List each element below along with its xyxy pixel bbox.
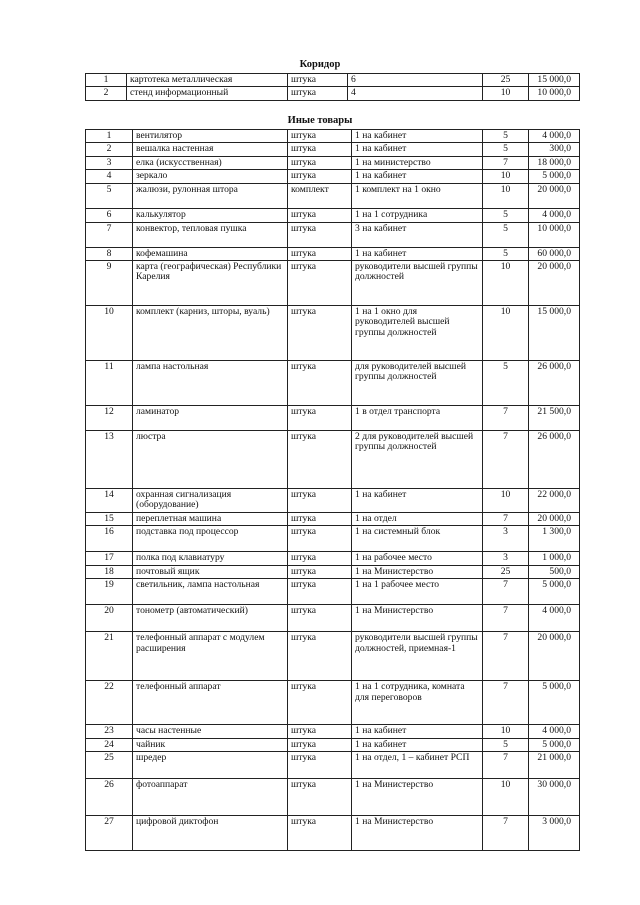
table-row [86,605,580,632]
corridor-table [85,73,580,101]
table-row [86,130,580,143]
item-service-years: 10 [483,306,529,361]
item-number: 11 [86,361,133,406]
item-norm: 1 на Министерство [352,605,483,632]
item-number: 6 [86,208,133,222]
item-name: картотека металлическая [127,74,288,87]
item-price: 18 000,0 [529,156,580,169]
item-service-years: 7 [483,431,529,489]
item-name: шредер [133,752,288,779]
item-norm: 3 на кабинет [352,222,483,247]
item-service-years: 5 [483,361,529,406]
item-number: 17 [86,552,133,565]
item-number: 15 [86,513,133,526]
item-norm: 4 [348,87,483,100]
table-row [86,222,580,247]
item-service-years: 5 [483,143,529,156]
item-service-years: 10 [483,261,529,306]
item-number: 5 [86,183,133,208]
item-number: 18 [86,565,133,578]
item-number: 2 [86,143,133,156]
item-number: 24 [86,738,133,751]
item-norm: 1 на 1 сотрудника [352,208,483,222]
item-norm: 1 на кабинет [352,170,483,183]
item-number: 21 [86,632,133,681]
item-price: 4 000,0 [529,725,580,738]
item-unit: штука [288,526,352,552]
item-norm: 1 на отдел [352,513,483,526]
item-number: 26 [86,779,133,816]
item-number: 10 [86,306,133,361]
item-unit: штука [288,632,352,681]
item-name: комплект (карниз, шторы, вуаль) [133,306,288,361]
item-name: вешалка настенная [133,143,288,156]
item-unit: штука [288,579,352,605]
table-row [86,183,580,208]
item-name: телефонный аппарат с модулем расширения [133,632,288,681]
item-name: охранная сигнализация (оборудование) [133,489,288,513]
item-norm: 2 для руководителей высшей группы должностей [352,431,483,489]
item-norm: 1 на системный блок [352,526,483,552]
table-row [86,779,580,816]
item-number: 16 [86,526,133,552]
item-name: тонометр (автоматический) [133,605,288,632]
table-row [86,565,580,578]
item-name: стенд информационный [127,87,288,100]
item-price: 5 000,0 [529,681,580,725]
section-title-other-goods: Иные товары [287,115,353,126]
section-title-corridor: Коридор [299,59,341,70]
table-row [86,74,580,87]
item-norm: 1 на Министерство [352,779,483,816]
item-service-years: 7 [483,681,529,725]
item-unit: штука [288,170,352,183]
table-row [86,526,580,552]
item-name: елка (искусственная) [133,156,288,169]
item-norm: 1 на кабинет [352,725,483,738]
item-price: 500,0 [529,565,580,578]
item-unit: штука [288,74,348,87]
item-name: кофемашина [133,247,288,260]
item-price: 20 000,0 [529,183,580,208]
item-norm: 1 в отдел транспорта [352,406,483,431]
item-norm: 1 на министерство [352,156,483,169]
item-price: 30 000,0 [529,779,580,816]
item-name: зеркало [133,170,288,183]
item-name: чайник [133,738,288,751]
item-price: 15 000,0 [529,74,580,87]
item-number: 14 [86,489,133,513]
item-name: переплетная машина [133,513,288,526]
table-row [86,579,580,605]
item-unit: штука [288,222,352,247]
item-number: 27 [86,816,133,851]
item-number: 13 [86,431,133,489]
table-row [86,247,580,260]
item-name: ламинатор [133,406,288,431]
item-service-years: 10 [483,87,529,100]
item-number: 12 [86,406,133,431]
item-price: 3 000,0 [529,816,580,851]
item-number: 2 [86,87,127,100]
item-service-years: 10 [483,489,529,513]
item-name: люстра [133,431,288,489]
item-service-years: 7 [483,605,529,632]
item-unit: штука [288,738,352,751]
table-row [86,681,580,725]
item-price: 4 000,0 [529,605,580,632]
table-row [86,170,580,183]
item-unit: штука [288,489,352,513]
item-name: полка под клавиатуру [133,552,288,565]
item-price: 26 000,0 [529,361,580,406]
item-norm: 1 на отдел, 1 – кабинет РСП [352,752,483,779]
table-row [86,361,580,406]
item-name: почтовый ящик [133,565,288,578]
item-name: вентилятор [133,130,288,143]
item-norm: 1 на кабинет [352,143,483,156]
item-service-years: 5 [483,222,529,247]
item-unit: штука [288,779,352,816]
item-price: 22 000,0 [529,489,580,513]
item-unit: штука [288,306,352,361]
item-norm: 1 на рабочее место [352,552,483,565]
item-price: 1 000,0 [529,552,580,565]
item-unit: штука [288,406,352,431]
item-price: 20 000,0 [529,261,580,306]
item-norm: 1 на кабинет [352,130,483,143]
item-unit: штука [288,725,352,738]
table-row [86,816,580,851]
item-unit: штука [288,552,352,565]
item-norm: для руководителей высшей группы должностей [352,361,483,406]
item-service-years: 7 [483,156,529,169]
item-name: светильник, лампа настольная [133,579,288,605]
item-price: 10 000,0 [529,222,580,247]
item-unit: штука [288,605,352,632]
item-name: подставка под процессор [133,526,288,552]
item-price: 5 000,0 [529,579,580,605]
item-number: 7 [86,222,133,247]
item-price: 21 000,0 [529,752,580,779]
table-row [86,261,580,306]
item-unit: штука [288,681,352,725]
item-service-years: 7 [483,579,529,605]
item-service-years: 25 [483,565,529,578]
item-price: 60 000,0 [529,247,580,260]
item-norm: 6 [348,74,483,87]
item-unit: штука [288,513,352,526]
item-norm: руководители высшей группы должностей, приемная-1 [352,632,483,681]
item-service-years: 7 [483,406,529,431]
item-service-years: 7 [483,816,529,851]
item-price: 26 000,0 [529,431,580,489]
item-norm: 1 на кабинет [352,489,483,513]
item-service-years: 5 [483,208,529,222]
item-price: 300,0 [529,143,580,156]
item-name: телефонный аппарат [133,681,288,725]
table-row [86,632,580,681]
item-number: 19 [86,579,133,605]
item-name: калькулятор [133,208,288,222]
item-name: фотоаппарат [133,779,288,816]
item-unit: комплект [288,183,352,208]
item-service-years: 10 [483,183,529,208]
item-number: 25 [86,752,133,779]
item-number: 1 [86,130,133,143]
item-service-years: 5 [483,130,529,143]
item-norm: 1 на 1 окно для руководителей высшей группы должностей [352,306,483,361]
table-row [86,489,580,513]
item-service-years: 5 [483,247,529,260]
item-service-years: 10 [483,725,529,738]
item-service-years: 10 [483,779,529,816]
item-price: 1 300,0 [529,526,580,552]
item-unit: штука [288,87,348,100]
item-price: 10 000,0 [529,87,580,100]
table-row [86,306,580,361]
table-row [86,87,580,100]
item-price: 4 000,0 [529,208,580,222]
item-norm: 1 на Министерство [352,565,483,578]
item-name: лампа настольная [133,361,288,406]
item-norm: 1 на 1 сотрудника, комната для переговоров [352,681,483,725]
item-number: 8 [86,247,133,260]
table-row [86,738,580,751]
item-service-years: 5 [483,738,529,751]
item-unit: штука [288,143,352,156]
item-name: часы настенные [133,725,288,738]
table-row [86,725,580,738]
table-row [86,156,580,169]
item-name: цифровой диктофон [133,816,288,851]
item-number: 3 [86,156,133,169]
item-norm: руководители высшей группы должностей [352,261,483,306]
item-name: жалюзи, рулонная штора [133,183,288,208]
item-unit: штука [288,208,352,222]
item-unit: штука [288,816,352,851]
item-service-years: 3 [483,526,529,552]
item-unit: штука [288,130,352,143]
item-norm: 1 на кабинет [352,738,483,751]
item-unit: штука [288,361,352,406]
item-name: конвектор, тепловая пушка [133,222,288,247]
item-service-years: 25 [483,74,529,87]
item-norm: 1 на 1 рабочее место [352,579,483,605]
item-unit: штука [288,247,352,260]
item-service-years: 7 [483,752,529,779]
item-service-years: 7 [483,632,529,681]
table-row [86,513,580,526]
item-unit: штука [288,565,352,578]
item-price: 15 000,0 [529,306,580,361]
item-number: 22 [86,681,133,725]
item-service-years: 3 [483,552,529,565]
item-unit: штука [288,431,352,489]
item-unit: штука [288,156,352,169]
item-price: 20 000,0 [529,513,580,526]
table-row [86,752,580,779]
item-price: 5 000,0 [529,170,580,183]
table-row [86,208,580,222]
table-row [86,406,580,431]
table-row [86,552,580,565]
item-name: карта (географическая) Республики Карелия [133,261,288,306]
other-goods-table [85,129,580,851]
item-unit: штука [288,261,352,306]
item-number: 20 [86,605,133,632]
item-price: 21 500,0 [529,406,580,431]
item-service-years: 7 [483,513,529,526]
item-price: 4 000,0 [529,130,580,143]
item-number: 23 [86,725,133,738]
item-norm: 1 на кабинет [352,247,483,260]
item-price: 20 000,0 [529,632,580,681]
item-norm: 1 на Министерство [352,816,483,851]
item-price: 5 000,0 [529,738,580,751]
table-row [86,431,580,489]
table-row [86,143,580,156]
item-unit: штука [288,752,352,779]
item-number: 9 [86,261,133,306]
item-norm: 1 комплект на 1 окно [352,183,483,208]
item-number: 1 [86,74,127,87]
item-number: 4 [86,170,133,183]
item-service-years: 10 [483,170,529,183]
